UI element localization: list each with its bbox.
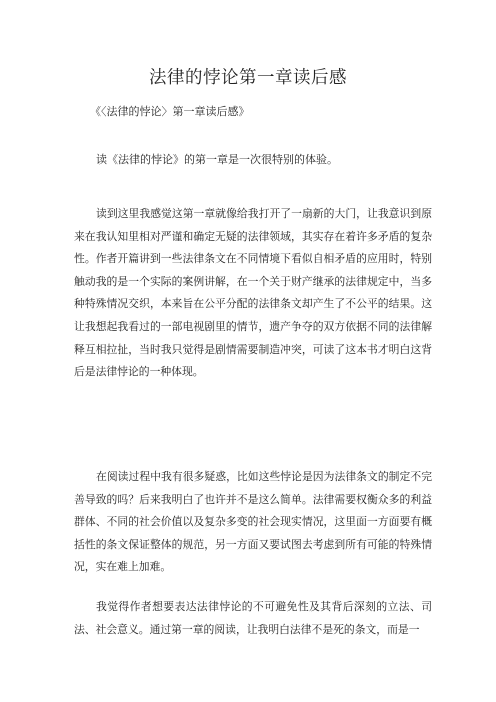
document-subtitle: 《〈法律的悖论〉第一章读后感》 (90, 105, 250, 118)
body-paragraph-1: 读到这里我感觉这第一章就像给我打开了一扇新的大门，让我意识到原来在我认知里相对严谨和确定无疑的法律领域，其实存在着许多矛盾的复杂性。作者开篇讲到一些法律条文在不同情境下看似自相矛盾的应用时，特别触动我的是一个实际的案例讲解，在一个关于财产继承的法律规定中，当多种特殊情况交织，本来旨在公平分配的法律条文却产生了不公平的结果。这让我想起我看过的一部电视剧里的情节，遗产争夺的双方依据不同的法律解释互相拉扯，当时我只觉得是剧情需要制造冲突，可读了这本书才明白这背后是法律悖论的一种体现。 (74, 207, 432, 379)
document-title: 法律的悖论第一章读后感 (149, 68, 347, 88)
body-paragraph-2: 在阅读过程中我有很多疑惑，比如这些悖论是因为法律条文的制定不完善导致的吗？后来我明白了也许并不是这么简单。法律需要权衡众多的利益群体、不同的社会价值以及复杂多变的社会现实情况，这里面一方面要有概括性的条文保证整体的规范，另一方面又要试图去考虑到所有可能的特殊情况，实在难上加难。 (74, 470, 432, 574)
intro-sentence: 读《法律的悖论》的第一章是一次很特别的体验。 (96, 153, 338, 166)
body-paragraph-3: 我觉得作者想要表达法律悖论的不可避免性及其背后深刻的立法、司法、社会意义。通过第一章的阅读，让我明白法律不是死的条文，而是一 (74, 600, 432, 636)
